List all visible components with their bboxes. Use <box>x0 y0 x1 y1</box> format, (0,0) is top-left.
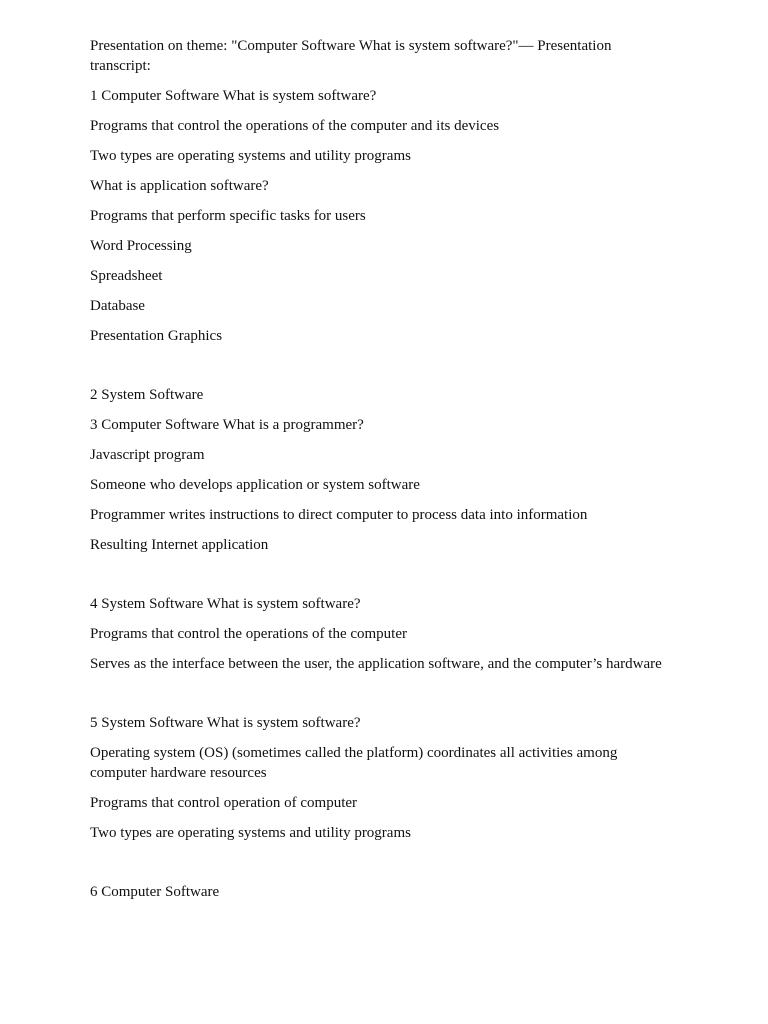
slide-4-line: Programs that control the operations of the computer <box>90 626 407 642</box>
slide-2-heading: 2 System Software <box>90 387 204 403</box>
slide-separator <box>90 565 690 594</box>
slide-5-line: Operating system (OS) (sometimes called the platform) coordinates all activities among computer hardware resources <box>90 745 618 781</box>
slide-1-line: What is application software? <box>90 178 269 194</box>
slide-1-line: Programs that perform specific tasks for users <box>90 208 366 224</box>
slide-separator <box>90 356 690 385</box>
slide-4-line: Serves as the interface between the user, the application software, and the computer’s hardware <box>90 656 662 672</box>
slide-5-heading: 5 System Software What is system software? <box>90 715 361 731</box>
slide-5-line: Programs that control operation of computer <box>90 795 358 811</box>
slide-1-line: Spreadsheet <box>90 268 163 284</box>
slide-1-line: Presentation Graphics <box>90 328 223 344</box>
slide-3-line: Someone who develops application or system software <box>90 477 420 493</box>
slide-1-line: Database <box>90 298 145 314</box>
slide-1-heading: 1 Computer Software What is system software? <box>90 88 377 104</box>
document-title: Presentation on theme: "Computer Software What is system software?"— Presentation transcript: <box>90 38 612 74</box>
slide-1-line: Word Processing <box>90 238 192 254</box>
slide-4-heading: 4 System Software What is system software? <box>90 596 361 612</box>
transcript-page <box>90 36 690 912</box>
slide-3-line: Resulting Internet application <box>90 537 269 553</box>
slide-6-heading: 6 Computer Software <box>90 884 220 900</box>
slide-3-heading: 3 Computer Software What is a programmer? <box>90 417 364 433</box>
slide-1-line: Two types are operating systems and utility programs <box>90 148 411 164</box>
slide-3-line: Javascript program <box>90 447 205 463</box>
slide-3-line: Programmer writes instructions to direct computer to process data into information <box>90 507 588 523</box>
slide-1-line: Programs that control the operations of the computer and its devices <box>90 118 500 134</box>
slide-separator <box>90 684 690 713</box>
slide-separator <box>90 853 690 882</box>
slide-5-line: Two types are operating systems and utility programs <box>90 825 411 841</box>
